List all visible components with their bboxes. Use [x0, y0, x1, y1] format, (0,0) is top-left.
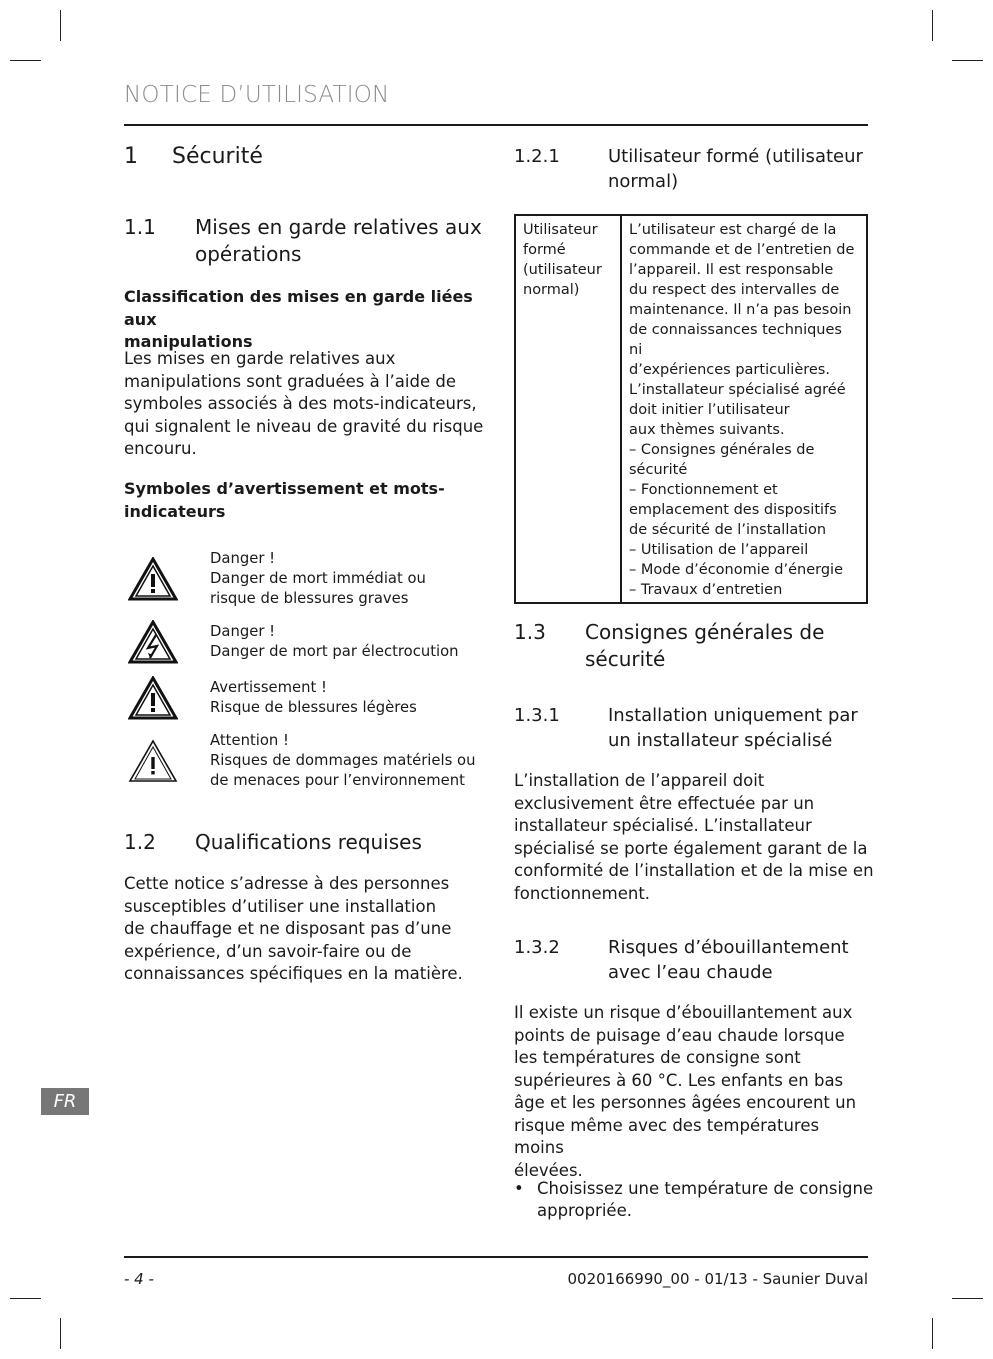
- cell-line: emplacement des dispositifs: [629, 502, 837, 518]
- bullet-dot: •: [514, 1179, 524, 1198]
- section-1-3-1-heading: [514, 703, 874, 755]
- text-line: élevées.: [514, 1160, 583, 1180]
- cell-line: – Travaux d’entretien: [629, 582, 783, 598]
- cell-line: du respect des intervalles de: [629, 282, 840, 298]
- warning-description: Risque de blessures légères: [210, 699, 417, 716]
- section-number: 1.3.1: [514, 705, 560, 726]
- warning-description: risque de blessures graves: [210, 590, 409, 607]
- text-line: installateur spécialisé. L’installateur: [514, 816, 812, 835]
- text-line: conformité de l’installation et de la mise en: [514, 861, 874, 880]
- qualifications-paragraph: [124, 873, 494, 986]
- section-1-3-2-heading: [514, 935, 874, 987]
- text-line: spécialisé se porte également garant de la: [514, 838, 868, 858]
- text-line: expérience, d’un savoir-faire ou de: [124, 941, 412, 961]
- section-title-line-1: Consignes générales de: [585, 620, 825, 644]
- bullet-item: [514, 1178, 874, 1224]
- section-1-1-heading: [124, 214, 484, 270]
- crop-mark: [10, 60, 41, 61]
- text-line: symboles associés à des mots-indicateurs,: [124, 394, 477, 413]
- header-rule: [124, 124, 868, 126]
- section-title-line-1: Risques d’ébouillantement: [608, 937, 849, 958]
- text-line: de chauffage et ne disposant pas d’une: [124, 919, 452, 938]
- text-line: points de puisage d’eau chaude lorsque: [514, 1025, 845, 1045]
- section-number: 1.3: [514, 620, 546, 644]
- section-1-2-1-heading: [514, 144, 874, 196]
- classification-paragraph: [124, 348, 494, 461]
- text-line: Les mises en garde relatives aux: [124, 349, 396, 368]
- cell-line: (utilisateur: [523, 262, 602, 278]
- scalding-paragraph: [514, 1002, 874, 1182]
- cell-line: – Utilisation de l’appareil: [629, 542, 809, 558]
- cell-line: – Fonctionnement et: [629, 482, 778, 498]
- warning-attention: [124, 731, 484, 793]
- language-tab: FR: [41, 1088, 89, 1115]
- text-line: supérieures à 60 °C. Les enfants en bas: [514, 1070, 844, 1090]
- table-cell-description: [621, 215, 867, 603]
- section-title-line-1: Utilisateur formé (utilisateur: [608, 146, 863, 167]
- warning-text: [210, 622, 480, 662]
- bullet-text-line: appropriée.: [537, 1201, 632, 1220]
- section-1-3-heading: [514, 619, 874, 675]
- subheading-line: indicateurs: [124, 501, 226, 521]
- warning-signal-word: Attention !: [210, 732, 289, 749]
- warning-description: Risques de dommages matériels ou: [210, 752, 476, 769]
- subheading-line: Symboles d’avertissement et mots-: [124, 479, 445, 498]
- text-line: Il existe un risque d’ébouillantement aux: [514, 1003, 853, 1022]
- section-title: Sécurité: [172, 144, 263, 169]
- warning-text: [210, 678, 480, 718]
- crop-mark: [60, 1318, 61, 1349]
- text-line: connaissances spécifiques en la matière.: [124, 964, 463, 983]
- section-title-line-1: Mises en garde relatives aux: [195, 215, 482, 239]
- qualification-table: [514, 214, 868, 604]
- danger-triangle-icon: [128, 557, 178, 601]
- warning-triangle-icon: [128, 676, 178, 720]
- crop-mark: [952, 1298, 983, 1299]
- section-1-heading: [124, 144, 464, 174]
- cell-line: d’expériences particulières.: [629, 362, 830, 378]
- section-title-line-2: normal): [608, 171, 679, 192]
- warning-signal-word: Danger !: [210, 550, 276, 567]
- classification-subheading: [124, 286, 484, 354]
- page-header-title: NOTICE D’UTILISATION: [124, 82, 390, 108]
- cell-line: L’utilisateur est chargé de la: [629, 222, 837, 238]
- section-number: 1.2.1: [514, 146, 560, 167]
- text-line: fonctionnement.: [514, 883, 651, 903]
- warning-electric: [124, 622, 484, 666]
- text-line: encouru.: [124, 439, 197, 458]
- footer-rule: [124, 1256, 868, 1258]
- subheading-line: Classification des mises en garde liées aux: [124, 287, 473, 329]
- cell-line: doit initier l’utilisateur: [629, 402, 790, 418]
- section-number: 1.2: [124, 830, 156, 854]
- warning-description: Danger de mort immédiat ou: [210, 570, 426, 587]
- warning-signal-word: Avertissement !: [210, 679, 327, 696]
- subheading-line: manipulations: [124, 332, 253, 351]
- text-line: risque même avec des températures moins: [514, 1115, 820, 1157]
- table-row: [515, 215, 867, 603]
- crop-mark: [10, 1298, 41, 1299]
- cell-line: Utilisateur: [523, 222, 598, 238]
- cell-line: commande et de l’entretien de: [629, 242, 855, 258]
- cell-line: de connaissances techniques ni: [629, 322, 842, 358]
- table-cell-role: [515, 215, 621, 603]
- cell-line: sécurité: [629, 462, 688, 478]
- cell-line: L’installateur spécialisé agréé: [629, 382, 846, 398]
- electric-triangle-icon: [128, 620, 178, 664]
- section-title-line-2: un installateur spécialisé: [608, 730, 833, 751]
- section-number: 1.3.2: [514, 937, 560, 958]
- warning-description: de menaces pour l’environnement: [210, 772, 465, 789]
- text-line: manipulations sont graduées à l’aide de: [124, 371, 456, 391]
- document-reference: 0020166990_00 - 01/13 - Saunier Duval: [567, 1270, 868, 1288]
- section-title-line-2: sécurité: [585, 647, 666, 671]
- warning-danger: [124, 549, 484, 611]
- section-1-2-heading: [124, 829, 484, 857]
- text-line: Cette notice s’adresse à des personnes: [124, 874, 450, 893]
- section-title-line-1: Installation uniquement par: [608, 705, 858, 726]
- cell-line: l’appareil. Il est responsable: [629, 262, 834, 278]
- cell-line: maintenance. Il n’a pas besoin: [629, 302, 852, 318]
- crop-mark: [60, 10, 61, 41]
- cell-line: – Mode d’économie d’énergie: [629, 562, 844, 578]
- cell-line: aux thèmes suivants.: [629, 422, 785, 438]
- cell-line: de sécurité de l’installation: [629, 522, 827, 538]
- page-number: - 4 -: [124, 1270, 154, 1288]
- cell-line: normal): [523, 282, 580, 298]
- section-title-line-2: avec l’eau chaude: [608, 962, 773, 983]
- crop-mark: [952, 60, 983, 61]
- text-line: les températures de consigne sont: [514, 1048, 801, 1067]
- section-number: 1.1: [124, 215, 156, 239]
- section-title-line-2: opérations: [195, 242, 302, 266]
- cell-line: – Consignes générales de: [629, 442, 815, 458]
- crop-mark: [932, 1318, 933, 1349]
- text-line: âge et les personnes âgées encourent un: [514, 1093, 857, 1112]
- caution-triangle-icon: [128, 739, 178, 783]
- text-line: L’installation de l’appareil doit: [514, 771, 765, 790]
- warning-caution-light: [124, 678, 484, 722]
- section-title: Qualifications requises: [195, 830, 422, 854]
- warning-signal-word: Danger !: [210, 623, 276, 640]
- cell-line: formé: [523, 242, 566, 258]
- bullet-text-line: Choisissez une température de consigne: [537, 1179, 874, 1198]
- warning-description: Danger de mort par électrocution: [210, 643, 459, 660]
- warning-text: [210, 731, 480, 791]
- warning-text: [210, 549, 480, 609]
- crop-mark: [932, 10, 933, 41]
- installation-paragraph: [514, 770, 874, 905]
- text-line: susceptibles d’utiliser une installation: [124, 896, 437, 916]
- text-line: exclusivement être effectuée par un: [514, 793, 815, 813]
- text-line: qui signalent le niveau de gravité du risque: [124, 416, 484, 436]
- section-number: 1: [124, 144, 138, 169]
- symbols-subheading: [124, 478, 484, 523]
